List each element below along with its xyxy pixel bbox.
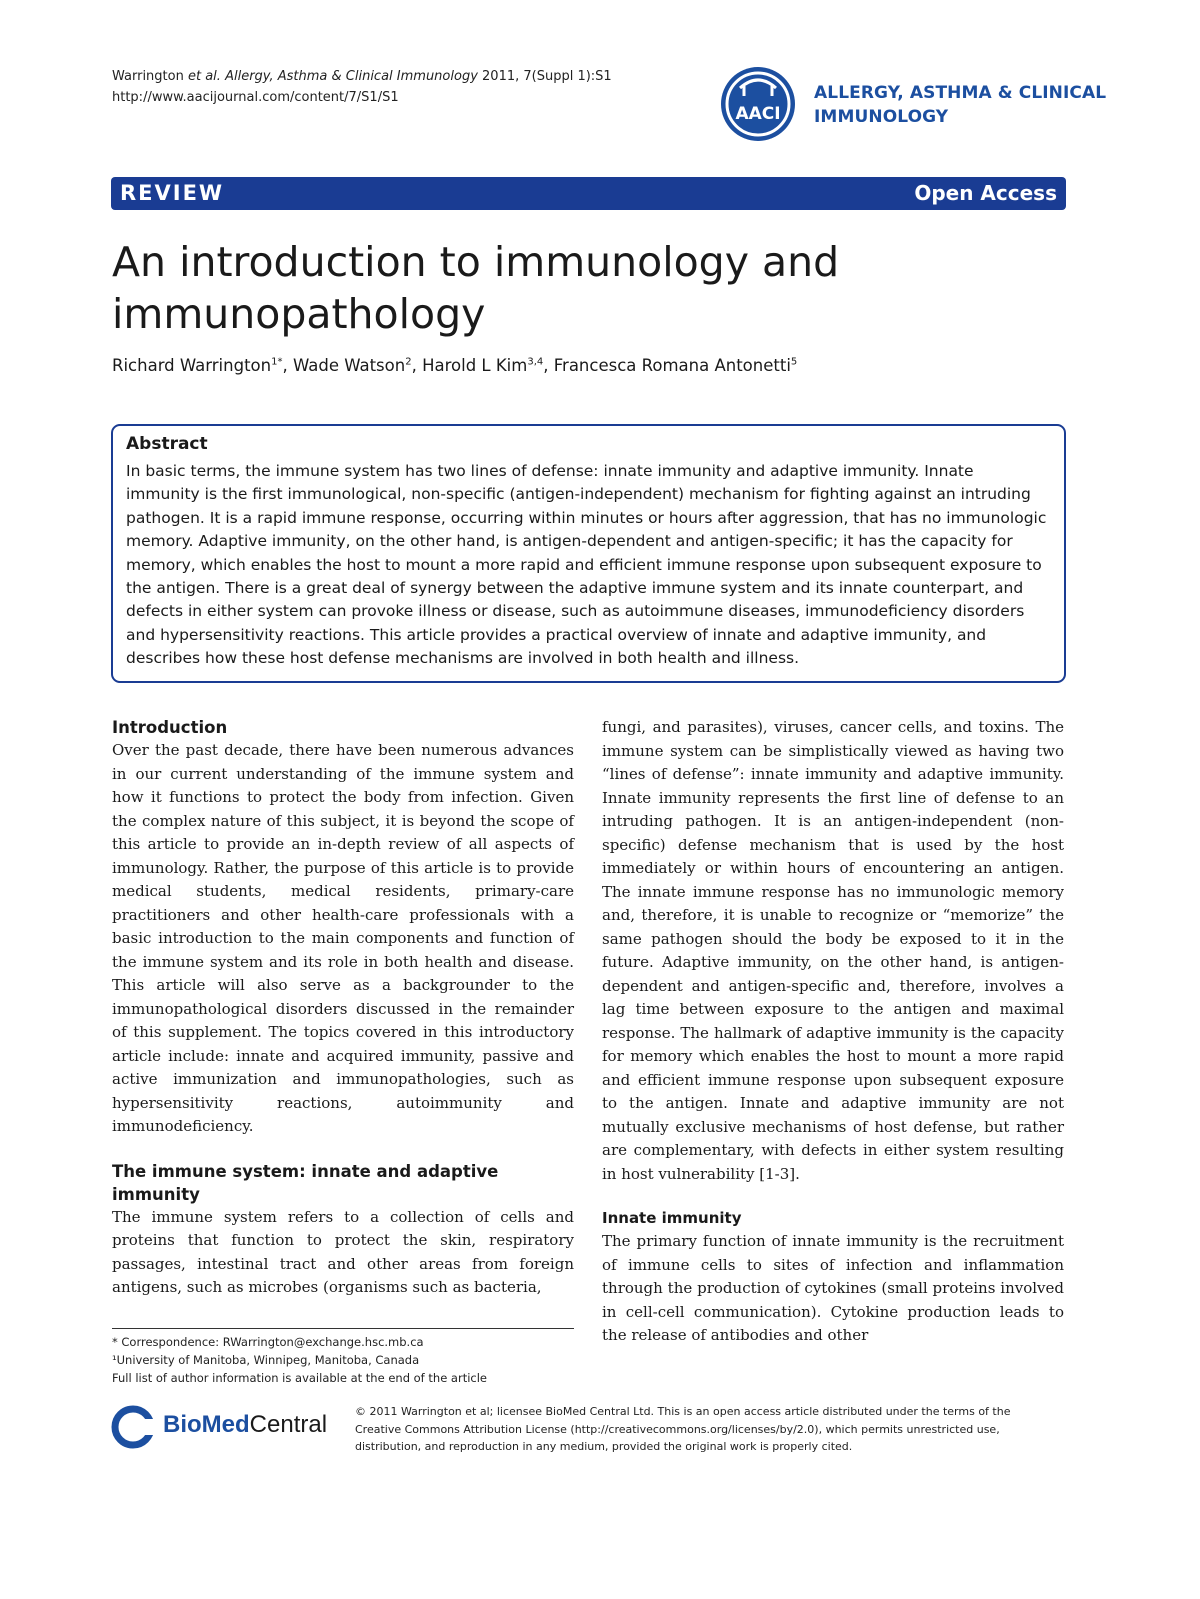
introduction-text: Over the past decade, there have been numerous advances in our current understanding of the immune system and how it functions to protect the body from infection. Given the complex nature of this subject, it is beyond the scope of this article to provide an in-depth review of all aspects of immunology. Rather, the purpose of this article is to provide medical students, medical residents, primary-care practitioners and other health-care professionals with a basic introduction to the main components and function of the immune system and its role in both health and disease. This article will also serve as a backgrounder to the immunopathological disorders discussed in the remainder of this supplement. The topics covered in this introductory article include: innate and acquired immunity, passive and active immunization and immunopathologies, such as hypersensitivity reactions, autoimmunity and immunodeficiency.: [112, 741, 574, 1135]
abstract-heading: Abstract: [126, 434, 208, 454]
author-list: Richard Warrington$^{1*}$, Wade Watson$^2$, Harold L Kim$^{3,4}$, Francesca Romana Antonetti$^5$: [112, 356, 798, 375]
abstract-box: [111, 424, 1066, 683]
license-statement: © 2011 Warrington et al; licensee BioMed Central Ltd. This is an open access article distributed under the terms of the Creative Commons Attribution License (http://creativecommons.org/licenses/by/2.0), which permits unrestricted use, distribution, and reproduction in any medium, provided the original work is properly cited.: [355, 1405, 1011, 1453]
correspondence-note: * Correspondence: RWarrington@exchange.hsc.mb.ca: [112, 1335, 424, 1349]
innate-immunity-text: The primary function of innate immunity is the recruitment of immune cells to sites of infection and inflammation through the production of cytokines (small proteins involved in cell-cell communication). Cytokine production leads to the release of antibodies and other: [602, 1232, 1064, 1344]
body-column-left: [112, 716, 574, 1300]
article-url[interactable]: http://www.aacijournal.com/content/7/S1/S1: [112, 90, 399, 105]
section-heading-introduction: Introduction: [112, 718, 228, 737]
citation-line: Warrington et al. Allergy, Asthma & Clinical Immunology 2011, 7(Suppl 1):S1: [112, 69, 612, 84]
logo-text: AACI: [735, 104, 781, 124]
open-access-label: Open Access: [914, 181, 1057, 205]
author-name[interactable]: Francesca Romana Antonetti: [553, 356, 791, 375]
article-type-bar: [111, 177, 1066, 210]
footnotes: [112, 1328, 574, 1387]
affiliation-note: ¹University of Manitoba, Winnipeg, Manitoba, Canada: [112, 1353, 420, 1367]
immune-system-text-left: The immune system refers to a collection of cells and proteins that function to protect the skin, respiratory passages, intestinal tract and other areas from foreign antigens, such as microbes (organisms such as bacteria,: [112, 1207, 574, 1296]
subsection-heading-innate-immunity: Innate immunity: [602, 1209, 742, 1227]
body-column-right: [602, 716, 1064, 1348]
author-name[interactable]: Wade Watson: [292, 356, 406, 375]
immune-system-text-right: fungi, and parasites), viruses, cancer cells, and toxins. The immune system can be simplistically viewed as having two “lines of defense”: innate immunity and adaptive immunity. Innate immunity represents the first line of defense to an intruding pathogen. It is an antigen-independent (non-specific) defense mechanism that is used by the host immediately or within hours of encountering an antigen. The innate immune response has no immunologic memory and, therefore, it is unable to recognize or “memorize” the same pathogen should the body be exposed to it in the future. Adaptive immunity, on the other hand, is antigen-dependent and antigen-specific and, therefore, involves a lag time between exposure to the antigen and maximal response. The hallmark of adaptive immunity is the capacity for memory which enables the host to mount a more rapid and efficient immune response upon subsequent exposure to the antigen. Innate and adaptive immunity are not mutually exclusive mechanisms of host defense, but rather are complementary, with defects in either system resulting in host vulnerability [1-3].: [602, 718, 1064, 1183]
abstract-text: In basic terms, the immune system has two lines of defense: innate immunity and adaptive immunity. Innate immunity is the first immunological, non-specific (antigen-independent) mechanism for fighting against an intruding pathogen. It is a rapid immune response, occurring within minutes or hours after aggression, that has no immunologic memory. Adaptive immunity, on the other hand, is antigen-dependent and antigen-specific; it has the capacity for memory, which enables the host to mount a more rapid and efficient immune response upon subsequent exposure to the antigen. There is a great deal of synergy between the adaptive immune system and its innate counterpart, and defects in either system can provoke illness or disease, such as autoimmune diseases, immunodeficiency disorders and hypersensitivity reactions. This article provides a practical overview of innate and adaptive immunity, and describes how these host defense mechanisms are involved in both health and illness.: [126, 462, 1047, 668]
author-info-note: Full list of author information is available at the end of the article: [112, 1371, 487, 1385]
author-name[interactable]: Richard Warrington: [112, 356, 272, 375]
article-type-label: REVIEW: [120, 181, 225, 205]
citation-header: [112, 66, 612, 108]
biomed-central-logo-icon: [110, 1405, 160, 1453]
section-heading-immune-system: The immune system: innate and adaptive immunity: [112, 1161, 499, 1204]
article-title: An introduction to immunology and immunopathology: [112, 238, 840, 338]
author-name[interactable]: Harold L Kim: [422, 356, 528, 375]
aaci-logo-icon: [720, 66, 796, 146]
publisher-name: BioMedCentral: [163, 1411, 328, 1438]
journal-name: ALLERGY, ASTHMA & CLINICAL IMMUNOLOGY: [814, 83, 1107, 127]
